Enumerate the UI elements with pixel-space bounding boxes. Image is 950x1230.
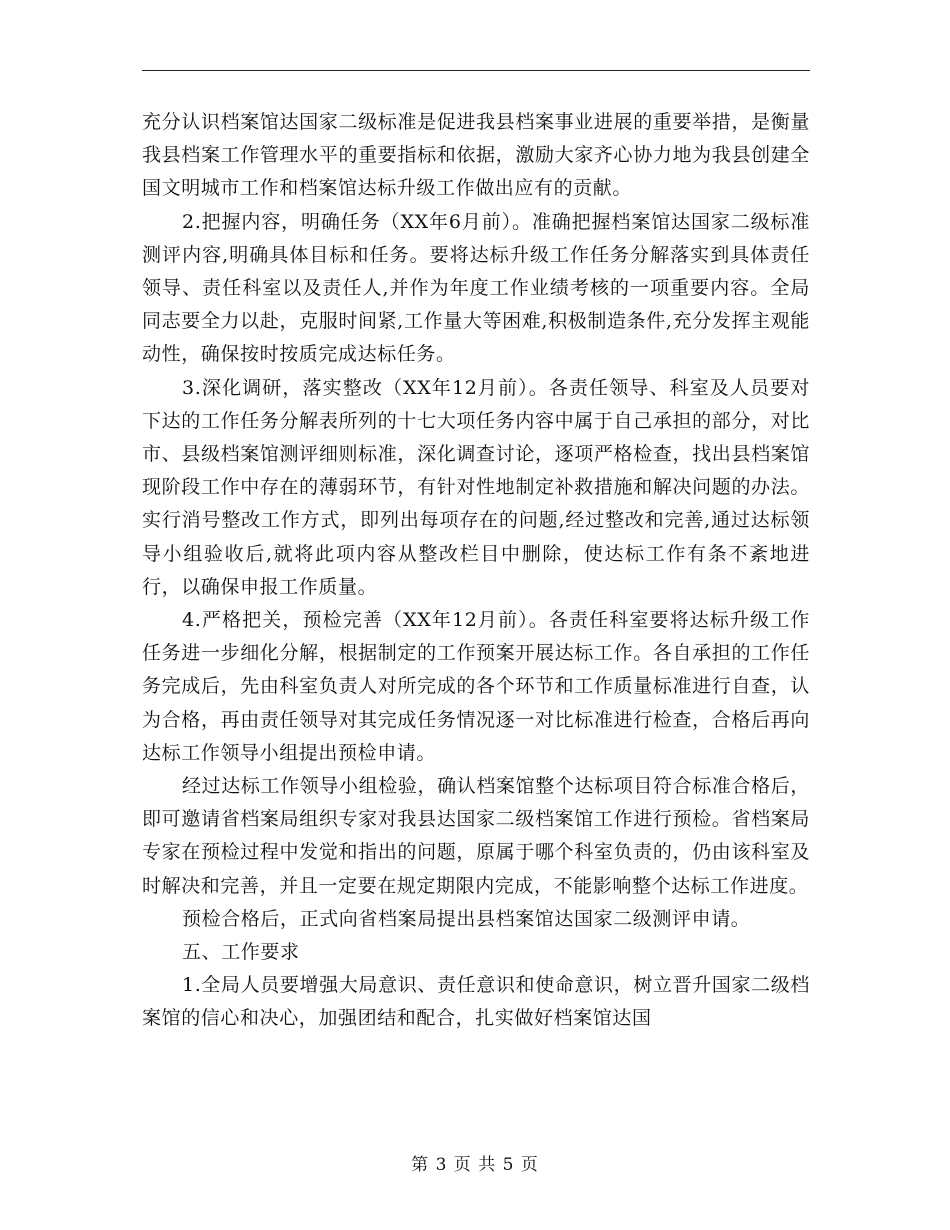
- paragraph-item-4: 4.严格把关，预检完善（XX年12月前）。各责任科室要将达标升级工作任务进一步细化分解，根据制定的工作预案开展达标工作。各自承担的工作任务完成后，先由科室负责人对所完成的各个环节和工作质量标准进行自查，认为合格，再由责任领导对其完成任务情况逐一对比标准进行检查，合格后再向达标工作领导小组提出预检申请。: [142, 609, 810, 764]
- section-heading-work-requirements: 五、工作要求: [182, 941, 300, 964]
- paragraph-item-3: 3.深化调研，落实整改（XX年12月前）。各责任领导、科室及人员要对下达的工作任务分解表所列的十七大项任务内容中属于自己承担的部分，对比市、县级档案馆测评细则标准，深化调查讨论，逐项严格检查，找出县档案馆现阶段工作中存在的薄弱环节，有针对性地制定补救措施和解决问题的办法。实行消号整改工作方式，即列出每项存在的问题,经过整改和完善,通过达标领导小组验收后,就将此项内容从整改栏目中删除，使达标工作有条不紊地进行，以确保申报工作质量。: [142, 376, 810, 598]
- header-rule: [142, 70, 810, 71]
- paragraph-application: 预检合格后，正式向省档案局提出县档案馆达国家二级测评申请。: [182, 907, 751, 930]
- paragraph-continuation: 充分认识档案馆达国家二级标准是促进我县档案事业进展的重要举措，是衡量我县档案工作管理水平的重要指标和依据，激励大家齐心协力地为我县创建全国文明城市工作和档案馆达标升级工作做出应有的贡献。: [142, 111, 810, 200]
- document-body: [142, 106, 810, 1036]
- paragraph-pre-inspection: 经过达标工作领导小组检验，确认档案馆整个达标项目符合标准合格后，即可邀请省档案局组织专家对我县达国家二级档案馆工作进行预检。省档案局专家在预检过程中发觉和指出的问题，原属于哪个科室负责的，仍由该科室及时解决和完善，并且一定要在规定期限内完成，不能影响整个达标工作进度。: [142, 775, 810, 897]
- page-number-footer: 第 3 页 共 5 页: [411, 1155, 539, 1175]
- paragraph-requirement-1: 1.全局人员要增强大局意识、责任意识和使命意识，树立晋升国家二级档案馆的信心和决心，加强团结和配合，扎实做好档案馆达国: [142, 974, 810, 1030]
- paragraph-item-2: 2.把握内容，明确任务（XX年6月前）。准确把握档案馆达国家二级标准测评内容,明确具体目标和任务。要将达标升级工作任务分解落实到具体责任领导、责任科室以及责任人,并作为年度工作业绩考核的一项重要内容。全局同志要全力以赴，克服时间紧,工作量大等困难,积极制造条件,充分发挥主观能动性，确保按时按质完成达标任务。: [142, 210, 810, 366]
